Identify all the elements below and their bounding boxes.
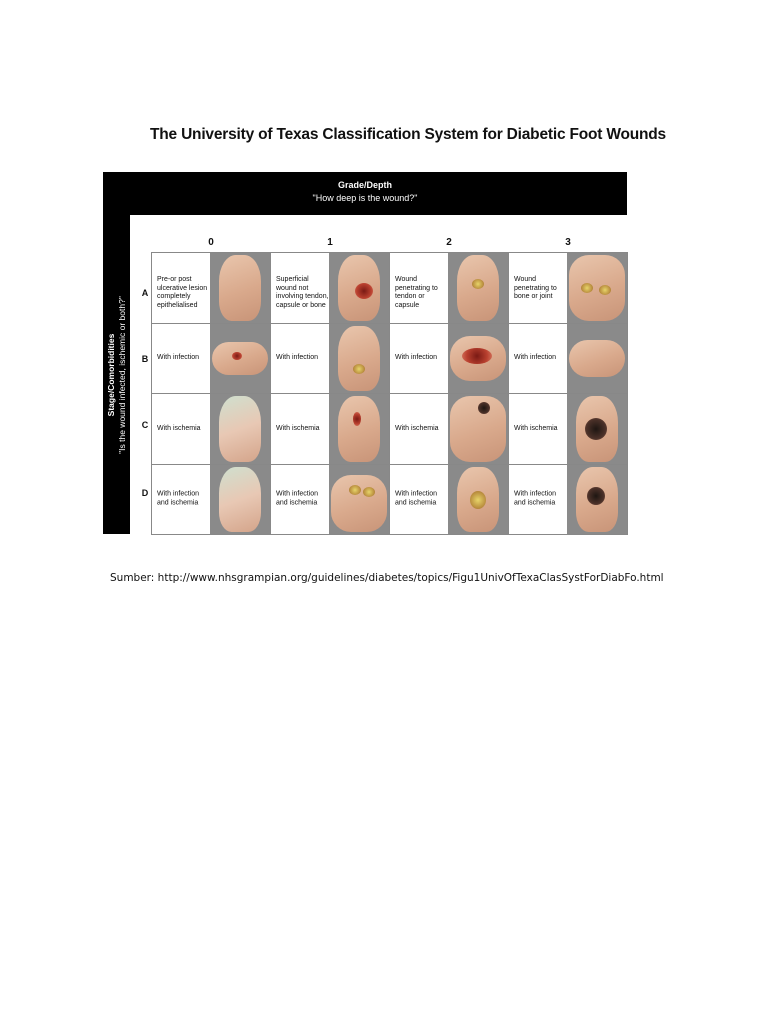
wound-photo <box>210 394 270 464</box>
wound-photo <box>329 394 389 464</box>
cell-d0 <box>152 465 271 536</box>
grade-label-2: 2 <box>446 237 452 248</box>
wound-photo <box>329 324 389 394</box>
cell-b3 <box>509 324 628 395</box>
cell-a0 <box>152 253 271 324</box>
wound-photo <box>448 465 508 535</box>
wound-photo <box>210 324 270 394</box>
stage-label-b: B <box>141 354 149 364</box>
cell-label: With infection and ischemia <box>157 490 200 507</box>
page-title: The University of Texas Classification System for Diabetic Foot Wounds <box>150 126 666 143</box>
grade-label-3: 3 <box>565 237 571 248</box>
cell-label: With infection <box>514 354 557 361</box>
wound-photo <box>448 253 508 323</box>
cell-label: With ischemia <box>157 424 201 432</box>
wound-photo <box>210 465 270 535</box>
cell-label: Superficial wound not involving tendon, capsule or bone <box>276 276 329 309</box>
grade-header-title: Grade/Depth <box>337 180 392 190</box>
cell-label: With ischemia <box>276 424 320 432</box>
cell-d1 <box>271 465 390 536</box>
wound-photo <box>567 394 627 464</box>
cell-c1 <box>271 394 390 465</box>
stage-header-title: Stage/Comorbidities <box>105 333 116 416</box>
cell-b0 <box>152 324 271 395</box>
wound-photo <box>567 253 627 323</box>
classification-figure <box>103 172 627 534</box>
wound-photo <box>448 394 508 464</box>
cell-label: Pre-or post ulcerative lesion completely epithelialised <box>157 276 208 309</box>
wound-photo <box>329 253 389 323</box>
stage-header-question: "Is the wound infected, ischemic or both?" <box>116 295 127 454</box>
cell-c0 <box>152 394 271 465</box>
wound-photo <box>567 324 627 394</box>
cell-d2 <box>390 465 509 536</box>
stage-label-c: C <box>141 420 149 430</box>
source-citation: Sumber: http://www.nhsgrampian.org/guidelines/diabetes/topics/Figu1UnivOfTexaClasSystForDiabFo.html <box>110 572 664 584</box>
cell-c3 <box>509 394 628 465</box>
cell-c2 <box>390 394 509 465</box>
grade-label-1: 1 <box>327 237 333 248</box>
cell-a2 <box>390 253 509 324</box>
wound-photo <box>210 253 270 323</box>
cell-label: With infection <box>157 354 200 361</box>
cell-label: With ischemia <box>395 424 439 432</box>
cell-label: With infection and ischemia <box>276 490 319 507</box>
grade-header-band <box>103 172 627 215</box>
cell-b1 <box>271 324 390 395</box>
cell-b2 <box>390 324 509 395</box>
cell-label: Wound penetrating to tendon or capsule <box>395 276 438 309</box>
stage-label-d: D <box>141 488 149 498</box>
stage-label-a: A <box>141 288 149 298</box>
classification-grid <box>151 252 628 535</box>
stage-header-band <box>103 215 130 534</box>
cell-label: With infection and ischemia <box>395 490 438 507</box>
cell-label: Wound penetrating to bone or joint <box>514 276 557 300</box>
wound-photo <box>448 324 508 394</box>
cell-label: With infection <box>276 354 319 361</box>
cell-d3 <box>509 465 628 536</box>
grade-header-question: "How deep is the wound?" <box>312 193 418 203</box>
cell-label: With infection and ischemia <box>514 490 557 507</box>
grade-label-0: 0 <box>208 237 214 248</box>
cell-label: With ischemia <box>514 424 558 432</box>
cell-a3 <box>509 253 628 324</box>
wound-photo <box>567 465 627 535</box>
wound-photo <box>329 465 389 535</box>
cell-a1 <box>271 253 390 324</box>
cell-label: With infection <box>395 354 438 361</box>
